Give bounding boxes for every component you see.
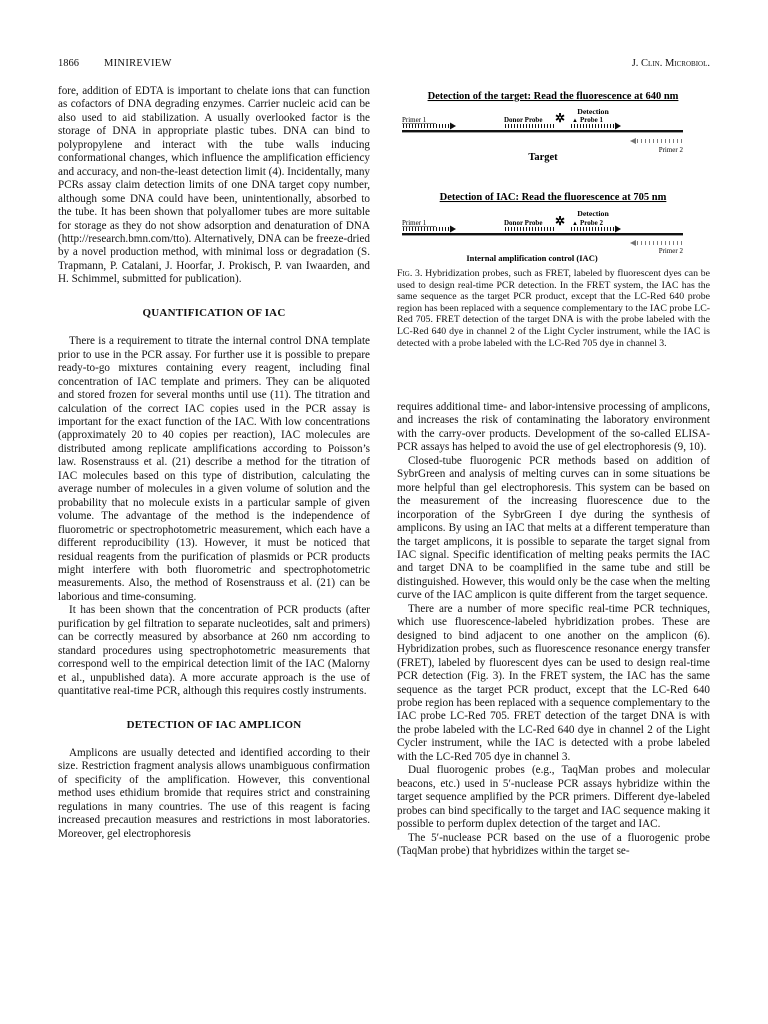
page-number: 1866 [58,58,79,69]
quantification-paragraph-2: It has been shown that the concentration of PCR products (after purification by gel filtration to separate nucleotides, salt and primers) can be correctly measured by absorbance at 260 nm according to standard procedures using spectrophotometric measurements that correspond well to the empirical detection limit of the IAC (Malorny et al., unpublished data). A more accurate approach is the use of quantitative real-time PCR, although this requires costly instruments. [58,604,370,698]
panel2-iac-strand [402,233,683,235]
panel2-primer2-ticks [636,241,683,245]
dual-probes-paragraph: Dual fluorogenic probes (e.g., TaqMan probes and molecular beacons, etc.) used in 5′-nuclease PCR assays hybridize within the target sequence amplified by the PCR primers. Different dye-labeled probes can bind specifically to the target and IAC sequence making it possible to perform duplex detection of the target and IAC. [397,764,710,831]
panel1-primer2-label: Primer 2 [658,146,683,154]
panel1-detection-label: Detection [577,107,609,116]
panel2-strand-label: Internal amplification control (IAC) [466,253,598,263]
panel2-primer2-arrow [630,240,636,246]
running-header [58,58,710,72]
detection-paragraph-1: Amplicons are usually detected and identified according to their size. Restriction fragment analysis allows unambiguous confirmation of specificity of the amplification. However, this conventional method uses ethidium bromide that requires strict and constraining regulations in many countries. The use of this reagent is facing increased precaution measures and restrictions in most laboratories. Moreover, gel electrophoresis [58,746,370,840]
panel2-probe-arrow-icon: ▲ [572,221,578,227]
panel2-primer1-label: Primer 1 [402,219,427,227]
panel2-primer1-arrow [450,226,456,233]
panel1-probe-label: Probe 1 [580,116,604,124]
panel1-primer2-arrow [630,138,636,144]
panel2-probe-ticks [570,227,615,231]
caption-label: Fig. 3. [397,268,423,279]
panel1-strand-label: Target [528,152,558,163]
panel2-title: Detection of IAC: Read the fluorescence at 705 nm [439,192,667,203]
fret-diagram [397,85,710,267]
panel2-probe-arrow [615,226,621,233]
panel1-title: Detection of the target: Read the fluorescence at 640 nm [427,91,679,102]
right-column [397,401,710,858]
panel1-primer1-ticks [402,124,450,128]
panel1-target-strand [402,130,683,132]
panel1-primer1-arrow [450,123,456,130]
caption-text: Hybridization probes, such as FRET, labeled by fluorescent dyes can be used to design real-time PCR detection. In the FRET system, the IAC has the same sequence as the target PCR product, except that the LC-Red 640 probe region has been replaced with a sequence complementary to the IAC probe LC-Red 705. FRET detection of the target DNA is with the probe labeled with the LC-Red 640 dye in channel 2 of the Light Cycler instrument, while the IAC is detected with a probe labeled with the LC-Red 705 dye in channel 3. [397,268,710,349]
section-label: MINIREVIEW [104,58,172,69]
panel2-primer1-ticks [402,227,450,231]
panel1-fret-star-icon: ✲ [555,111,566,125]
panel2-donor-ticks [504,227,554,231]
panel2-primer2-label: Primer 2 [658,247,683,255]
hybridization-probes-paragraph: There are a number of more specific real-time PCR techniques, which use fluorescence-labeled hybridization probes. These are designed to bind adjacent to one another on the amplicon (6). Hybridization probes, such as fluorescence resonance energy transfer (FRET), labeled by fluorescent dyes can be used to design real-time PCR detection (Fig. 3). In the FRET system, the IAC has the same sequence as the target PCR product, except that the LC-Red 640 probe region has been replaced with a sequence complementary to the IAC probe LC-Red 705. FRET detection of the target DNA is with the probe labeled with the LC-Red 640 dye in channel 2 of the Light Cycler instrument, while the IAC is detected with a probe labeled with the LC-Red 705 dye in channel 3. [397,602,710,763]
panel1-donor-probe-label: Donor Probe [504,116,543,124]
panel2-detection-label: Detection [577,209,609,218]
panel1-donor-ticks [504,124,554,128]
taqman-paragraph: The 5′-nuclease PCR based on the use of a fluorogenic probe (TaqMan probe) that hybridizes within the target se- [397,831,710,857]
panel1-probe-ticks [570,124,615,128]
panel2-donor-probe-label: Donor Probe [504,219,543,227]
panel1-probe-arrow [615,123,621,130]
sybrgreen-paragraph: Closed-tube fluorogenic PCR methods based on addition of SybrGreen and analysis of melting curves can in some situations be more helpful than gel electrophoresis. This system can be based on the measurement of the increasing fluorescence due to the incorporation of the SybrGreen I dye during the synthesis of amplicons. By using an IAC that melts at a different temperature than the target amplicons, it is possible to separate the target signal from IAC signal. Specific identification of melting peaks permits the IAC and target DNA to be coamplified in the same tube and still be distinguished. However, this would only be the case when the melting curve of the IAC amplicon is quite different from the target sequence. [397,454,710,602]
continuation-paragraph: requires additional time- and labor-intensive processing of amplicons, and increases the risk of contaminating the laboratory environment with the carry-over products. Development of the so-called ELISA-PCR assays has helped to avoid the use of gel electrophoresis (9, 10). [397,401,710,454]
intro-paragraph: fore, addition of EDTA is important to chelate ions that can function as cofactors of DNA degrading enzymes. Carrier nucleic acid can be also used to aid stabilization. A usually overlooked factor is the storage of DNA in appropriate plastic tubes. DNA can bind to polypropylene and interact with the tube walls inducing conformational changes, which influence the amplification efficiency and accuracy, and non-the-least detection limit (4). Incidentally, many PCRs assay claim detection limits of one DNA target copy number, although some DNA could have been, unintentionally, absorbed to the tube. It has been shown that polyallomer tubes are more suitable for storage as they do not show adsorption and denaturation of DNA (http://research.bmn.com/tto). Alternatively, DNA can be freeze-dried by a novel production method, with minimal loss or degradation (S. Trapmann, P. Catalani, J. Hoorfar, J. Prokisch, P. van Iwaarden, and H. Schimmel, submitted for publication). [58,85,370,286]
panel2-fret-star-icon: ✲ [555,214,566,228]
quantification-paragraph-1: There is a requirement to titrate the internal control DNA template prior to use in the PCR assay. For further use it is possible to prepare ready-to-go mixtures containing every reagent, including final concentration of IAC template and primers. They can be aliquoted and stored frozen for several months until use (11). The titration and calculation of the correct IAC copies used in the PCR assay is important for the exact function of the IAC. With low concentrations (approximately 20 to 40 copies per reaction), IAC molecules are distributed among replicate amplifications according to Poisson’s law. Rosenstrauss et al. (21) describe a method for the titration of IAC molecules based on this type of distribution, calculating the average number of molecules in a given volume of solution and the probability that no molecule exists in a particular sample of given volume. The advantage of the method is the independence of fluorometric or spectrophotometric measurement, which each have a different reproducibility (13). However, it must be noticed that residual reagents from the purification of plasmids or PCR products might interfere with both fluorometric and spectrophotometric measurements. Also, the method of Rosenstrauss et al. (21) can be laborious and time-consuming. [58,335,370,603]
figure-caption [397,268,710,349]
panel2-probe-label: Probe 2 [580,219,604,227]
heading-detection: DETECTION OF IAC AMPLICON [126,719,302,732]
journal-name: J. Clin. Microbiol. [631,58,710,69]
left-column [58,85,370,841]
heading-quantification: QUANTIFICATION OF IAC [142,306,286,319]
panel1-probe-arrow-icon: ▲ [572,118,578,124]
panel1-primer2-ticks [636,139,683,143]
panel1-primer1-label: Primer 1 [402,116,427,124]
